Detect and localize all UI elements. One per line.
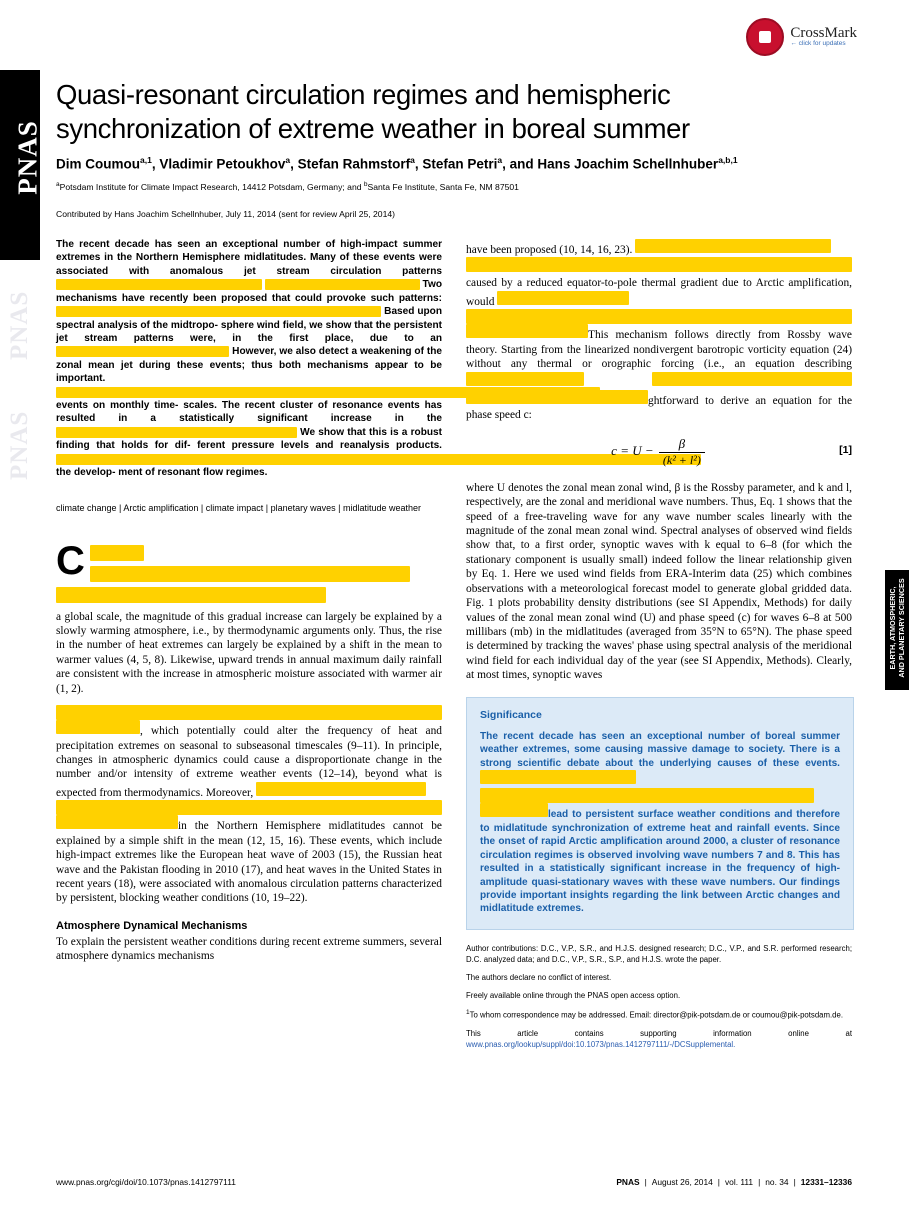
abstract-line-14: scales. The recent cluster of resonance events has resulted in xyxy=(56,400,443,425)
redaction-right-6 xyxy=(466,372,584,386)
redaction-right-7 xyxy=(652,372,852,386)
intro-paragraph-text: a global scale, the magnitude of this gradual increase can largely be explained by a slowly warming atmosphere, i.e., by thermodynamic arguments only. Thus, the rise in the number of heat extremes can largely be explained by a shift in the mean to warmer values (4, 5, 8). Likewise, upward trends in annual maximum daily rainfall are consistent with the increase in atmospheric moisture associated with warmer air (1, 2). xyxy=(56,610,442,695)
right-paragraph-1 xyxy=(466,239,852,272)
abstract-line-18: the develop- xyxy=(56,467,116,479)
abstract-line-19: ment of resonant flow regimes. xyxy=(118,467,268,479)
pnas-spine-ghost-text-1: PNAS xyxy=(6,290,33,360)
redaction-right-5 xyxy=(466,324,588,338)
abstract-line-9: were, in the first place, due to an xyxy=(190,332,442,344)
redaction-sig-2 xyxy=(480,788,814,803)
equation-lhs: c = U − xyxy=(611,442,654,458)
redaction-right-2 xyxy=(466,257,852,272)
keywords: climate change | Arctic amplification | climate impact | planetary waves | midlatitude weather xyxy=(56,502,422,513)
left-column xyxy=(56,238,442,964)
author-list: Dim Coumou$^{a,1}$, Vladimir Petoukhov$^a$, Stefan Rahmstorf$^a$, Stefan Petri$^a$, and Hans Joachim Schellnhuber$^{a,b,1}$ xyxy=(56,155,738,172)
supporting-info-link[interactable]: www.pnas.org/lookup/suppl/doi:10.1073/pnas.1412797111/-/DCSupplemental. xyxy=(466,1039,736,1049)
left-paragraph-3: To explain the persistent weather conditions during recent extreme summers, several atmosphere dynamics mechanisms xyxy=(56,935,442,963)
redaction-abstract-1 xyxy=(56,279,262,290)
equation-denominator: (k² + l²) xyxy=(662,452,701,467)
drop-cap: C xyxy=(56,538,85,583)
abstract-line-6: been proposed that could provoke such patterns: xyxy=(192,292,443,304)
redaction-right-8 xyxy=(466,390,648,404)
redaction-abstract-3 xyxy=(56,306,381,317)
abstract-line-16: We show that this is a robust finding that holds for dif- xyxy=(56,426,442,452)
right-paragraph-2 xyxy=(466,276,852,422)
redaction-sig-3 xyxy=(480,803,548,817)
footnote-conflict: The authors declare no conflict of interest. xyxy=(466,972,612,982)
abstract xyxy=(56,238,442,480)
abstract-line-11: a weakening of the zonal mean jet during these events; thus both xyxy=(56,346,442,371)
abstract-line-7: Based upon spectral analysis of the midtropo- xyxy=(56,306,442,331)
footnote-si-prefix: This article contains supporting information online at xyxy=(466,1028,852,1038)
abstract-line-10: However, we also detect xyxy=(232,346,349,358)
crossmark-badge[interactable] xyxy=(746,18,857,56)
significance-box xyxy=(466,697,854,930)
significance-text-2: lead to persistent surface weather conditions and therefore to midlatitude synchronization of extreme heat and rainfall events. Since the onset of rapid Arctic amplification around 2000, a cluster of resonance circulation regimes is observed involving wave numbers 7 and 8. This has resulted in a statistically significant increase in the frequency of high-amplitude quasi-stationary waves with these wave numbers. Our findings provide important insights regarding the link between Arctic changes and midlatitude extremes. xyxy=(480,809,840,915)
abstract-line-1: The recent decade has seen an exceptional number of high-impact xyxy=(56,239,398,250)
left-paragraph-2-text-b: in the Northern Hemisphere midlatitudes cannot be explained by a simple shift in the mean (12, 15, 16). These events, which include high-impact extremes like the European heat wave of 2003 (15), the Russian heat wave and the Pakistan flooding in 2010 (17), and heat waves in the United States in recent years (18), were associated with anomalous circulation patterns characterized by persistent, blocking weather conditions (10, 19–22). xyxy=(56,820,442,905)
pnas-spine-ghost-1 xyxy=(0,280,40,400)
redaction-left-4 xyxy=(56,705,442,720)
abstract-line-5: Two mechanisms have recently xyxy=(56,279,442,304)
footnote-contributions: Author contributions: D.C., V.P., S.R., and H.J.S. designed research; D.C., V.P., and S.R. performed research; D.C. analyzed data; and D.C., V.P., S.R., S.P., and H.J.S. wrote the paper. xyxy=(466,943,852,964)
footer-number: no. 34 xyxy=(765,1177,789,1187)
significance-heading: Significance xyxy=(480,708,542,721)
footer-volume: vol. 111 xyxy=(724,1177,754,1187)
footer-citation: PNAS | August 26, 2014 | vol. 111 | no. 34 | 12331–12336 xyxy=(616,1177,852,1187)
equation-numerator: β xyxy=(659,436,705,453)
crossmark-title: CrossMark xyxy=(790,24,857,41)
redaction-right-3 xyxy=(497,291,629,305)
intro-paragraph xyxy=(56,538,442,697)
right-column xyxy=(466,238,852,1057)
left-paragraph-2-text-a: , which potentially could alter the frequency of heat and precipitation extremes on seasonal to subseasonal timescales (9–11). In principle, changes in atmospheric dynamics could cause a disproportionate change in the number and/or intensity of extreme weather events (12–14), beyond what is expected from thermodynamics. Moreover, xyxy=(56,725,442,799)
section-heading-atmosphere: Atmosphere Dynamical Mechanisms xyxy=(56,919,248,932)
footnote-correspondence: $^1$To whom correspondence may be addressed. Email: director@pik-potsdam.de or coumou@pik-potsdam.de. xyxy=(466,1009,843,1020)
right-p1-text-b: caused by a reduced equator-to-pole thermal gradient due to Arctic amplification, would xyxy=(466,277,852,308)
footer-pages: 12331–12336 xyxy=(800,1177,852,1187)
abstract-line-12: mechanisms appear to be important. xyxy=(56,359,442,385)
redaction-abstract-2 xyxy=(265,279,420,290)
footer-doi-url[interactable]: www.pnas.org/cgi/doi/10.1073/pnas.1412797111 xyxy=(56,1177,236,1187)
footnote-supporting-info xyxy=(466,1028,852,1050)
pnas-spine-ghost-2 xyxy=(0,400,40,520)
crossmark-icon xyxy=(746,18,784,56)
equation-fraction xyxy=(659,436,705,468)
pnas-spine-label: PNAS xyxy=(12,120,43,195)
contributed-line: Contributed by Hans Joachim Schellnhuber, July 11, 2014 (sent for review April 25, 2014) xyxy=(56,209,396,220)
pnas-spine-ghost-text-2: PNAS xyxy=(6,410,33,480)
footer-journal: PNAS xyxy=(616,1177,640,1187)
right-paragraph-3: where U denotes the zonal mean zonal wind, β is the Rossby parameter, and k and l, respectively, are the zonal and meridional wave numbers. Thus, Eq. 1 shows that the speed of a free-traveling wave for any wave number scales linearly with the magnitude of the zonal mean zonal wind. Spectral analyses of observed wind fields show that, to a first order, synoptic waves with k equal to 6–8 (for which the stationary component is usually small) indeed follow the linear relationship given by Eq. 1. Here we used wind fields from ERA-Interim data (25) which combines observations with a meteorological forecast model to generate global gridded data. Fig. 1 plots probability density distributions (see SI Appendix, Methods) for daily values of the zonal mean zonal wind (U) and phase speed (c) for waves 6–8 at 500 millibars (mb) in the midlatitudes (averaged from 35°N to 65°N). The phase speed is determined by tracking the waves' phase using spectral analysis of the meridional wind field for each individual day of the year (see SI Appendix, Methods). Clearly, at most times, synoptic waves xyxy=(466,481,852,682)
pnas-spine xyxy=(0,70,43,260)
subject-category-line-1: EARTH, ATMOSPHERIC, xyxy=(888,586,897,670)
redaction-right-4 xyxy=(466,309,852,324)
abstract-line-4: circulation patterns xyxy=(330,265,442,277)
subject-category-tab xyxy=(885,570,909,690)
right-p1-text-c: This mechanism follows directly from Rossby wave theory. Starting from the linearized nondivergent barotropic vorticity equation (24) without any thermal or orographic forcing (i.e., an equation describing xyxy=(466,329,852,371)
redaction-abstract-6 xyxy=(56,427,297,438)
redaction-left-1 xyxy=(90,545,144,561)
footnote-openaccess: Freely available online through the PNAS open access option. xyxy=(466,990,681,1000)
redaction-left-8 xyxy=(56,815,178,829)
page-title: Quasi-resonant circulation regimes and hemispheric synchronization of extreme weather in boreal summer xyxy=(56,79,690,144)
redaction-left-5 xyxy=(56,720,140,734)
redaction-abstract-4 xyxy=(56,346,229,357)
footnotes xyxy=(466,943,852,1050)
right-p1-text-d: ghtforward to derive an equation for the phase speed c: xyxy=(466,394,852,422)
abstract-line-8: sphere wind field, we show that the persistent jet stream patterns xyxy=(56,319,442,344)
redaction-left-6 xyxy=(256,782,426,796)
abstract-line-2: summer extremes in the Northern Hemisphere midlatitudes. Many xyxy=(56,239,443,264)
significance-paragraph xyxy=(480,730,840,916)
redaction-left-2 xyxy=(90,566,410,582)
footer-date: August 26, 2014 xyxy=(651,1177,713,1187)
page-footer xyxy=(56,1177,852,1187)
affiliation-list: $^a$Potsdam Institute for Climate Impact Research, 14412 Potsdam, Germany; and $^b$Santa Fe Institute, Santa Fe, NM 87501 xyxy=(56,180,519,192)
redaction-left-3 xyxy=(56,587,326,603)
crossmark-subtitle: ← click for updates xyxy=(790,40,846,48)
abstract-line-13: events on monthly time- xyxy=(56,400,179,412)
crossmark-text xyxy=(790,26,857,49)
right-p1-text-a: have been proposed (10, 14, 16, 23). xyxy=(466,244,633,256)
equation-1 xyxy=(466,436,852,468)
equation-number: [1] xyxy=(839,443,852,456)
title-block xyxy=(56,78,852,219)
redaction-right-1 xyxy=(635,239,831,253)
redaction-left-7 xyxy=(56,800,442,815)
abstract-line-15: a statistically significant increase in the xyxy=(150,413,442,425)
abstract-line-3: of these events were associated with anomalous jet stream xyxy=(56,252,442,277)
abstract-line-17: ferent pressure levels and reanalysis products. xyxy=(197,440,442,452)
significance-text-1: The recent decade has seen an exceptional number of boreal summer weather extremes, some causing massive damage to society. There is a strong scientific debate about the underlying causes of these events. xyxy=(480,730,840,769)
subject-category-label xyxy=(888,568,906,688)
left-paragraph-2 xyxy=(56,705,442,906)
redaction-sig-1 xyxy=(480,770,636,784)
subject-category-line-2: AND PLANETARY SCIENCES xyxy=(897,578,906,678)
